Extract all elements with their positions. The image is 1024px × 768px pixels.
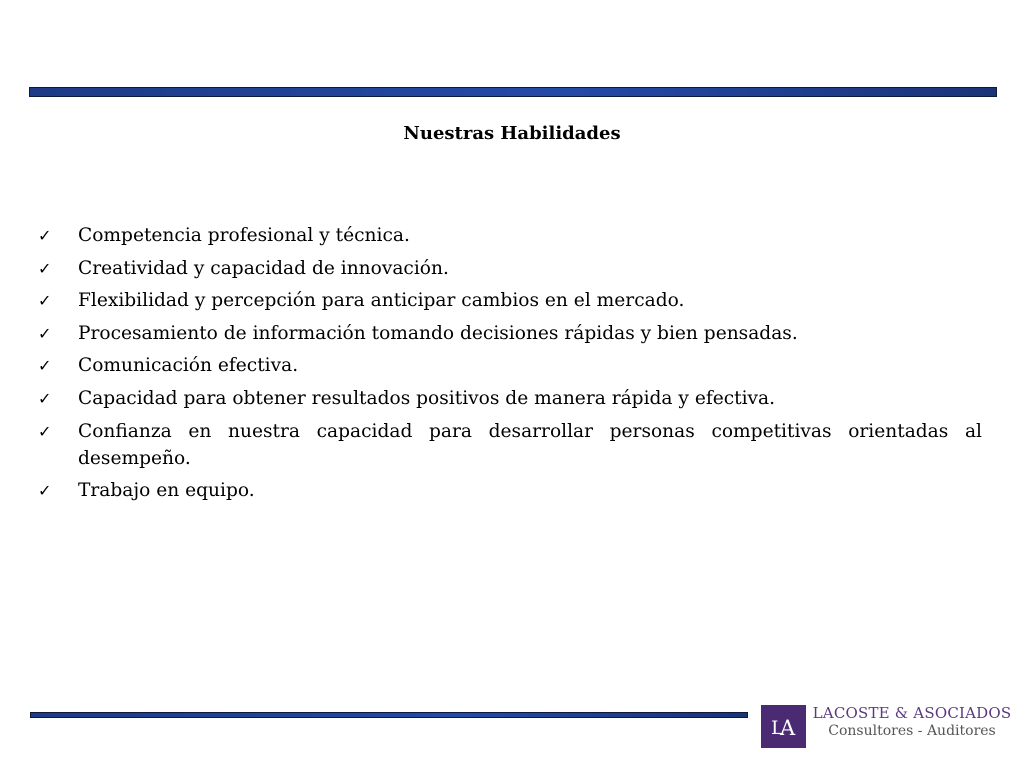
checkmark-icon: ✓ [38,323,52,343]
top-divider-bar [29,87,997,97]
checkmark-icon: ✓ [38,356,52,376]
company-name: LACOSTE & ASOCIADOS [812,704,1012,722]
list-item [38,418,982,472]
checkmark-icon: ✓ [38,481,52,501]
list-item [38,287,982,314]
svg-text:A: A [780,716,796,740]
company-logo [761,705,806,748]
list-item-text: Comunicación efectiva. [78,355,299,377]
list-item [38,320,982,347]
list-item-text: Competencia profesional y técnica. [78,225,410,246]
checkmark-icon: ✓ [38,421,52,441]
list-item [38,385,982,412]
list-item-text: Procesamiento de información tomando decisiones rápidas y bien pensadas. [78,322,798,344]
list-item-text: Trabajo en equipo. [78,480,255,502]
bottom-divider-bar [30,712,748,718]
list-item-text: Capacidad para obtener resultados positivos de manera rápida y efectiva. [78,387,776,409]
list-item [38,352,982,379]
list-item [38,255,982,282]
list-item [38,477,982,504]
svg-text:L: L [771,717,784,739]
checkmark-icon: ✓ [38,226,52,245]
checkmark-icon: ✓ [38,258,52,278]
slide-title: Nuestras Habilidades [403,123,621,144]
company-tagline: Consultores - Auditores [828,723,996,739]
checkmark-icon: ✓ [38,388,52,408]
checkmark-icon: ✓ [38,291,52,311]
list-item-text: Creatividad y capacidad de innovación. [78,257,449,279]
skills-list [38,222,982,510]
list-item [38,222,982,249]
list-item-text: Confianza en nuestra capacidad para desarrollar personas competitivas orientadas al desempeño. [78,420,982,469]
list-item-text: Flexibilidad y percepción para anticipar cambios en el mercado. [78,290,685,312]
